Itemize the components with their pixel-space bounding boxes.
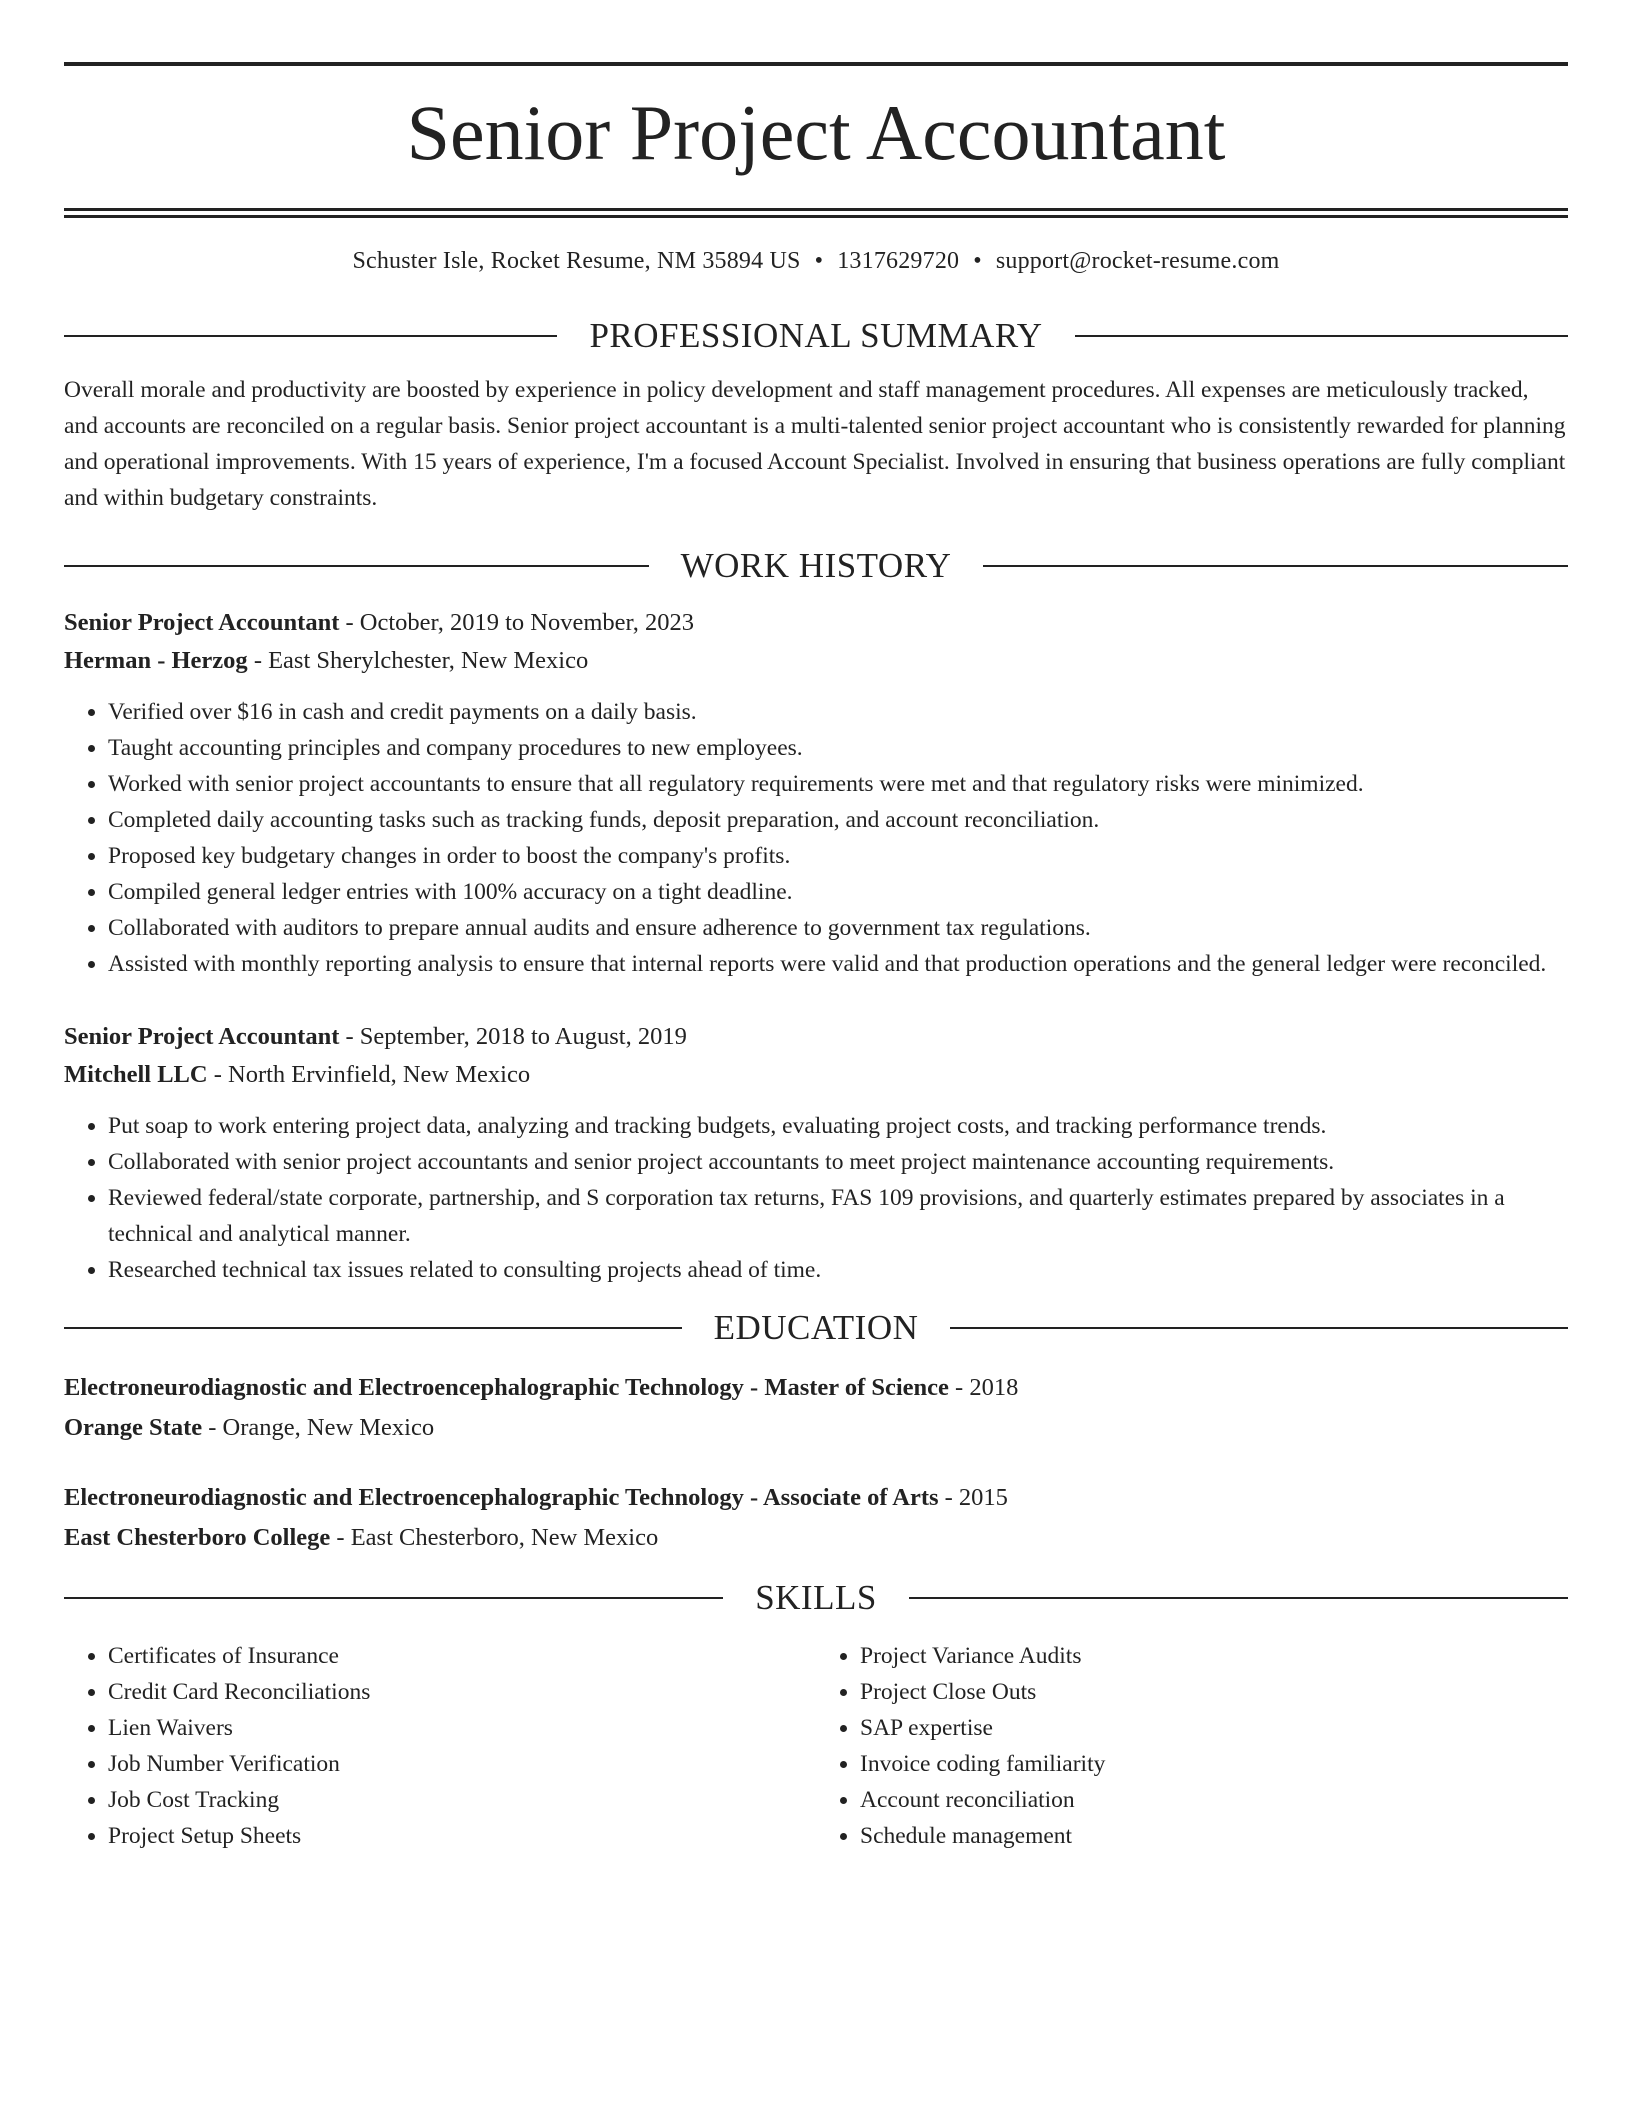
- contact-separator: •: [814, 248, 824, 274]
- job-dates: - October, 2019 to November, 2023: [339, 609, 694, 636]
- divider: [1075, 335, 1568, 337]
- section-title: SKILLS: [755, 1578, 877, 1617]
- school-line: [64, 1408, 1568, 1448]
- summary-text: Overall morale and productivity are boosted by experience in policy development and staff management procedures. All expenses are meticulously tracked, and accounts are reconciled on a regular basis. Senior project accountant is a multi-talented senior project accountant who is consistently rewarded for planning and operational improvements. With 15 years of experience, I'm a focused Account Specialist. Involved in ensuring that business operations are fully compliant and within budgetary constraints.: [64, 377, 1566, 511]
- list-item: • Proposed key budgetary changes in order to boost the company's profits.: [108, 838, 1568, 874]
- skill-item: • Certificates of Insurance: [108, 1638, 816, 1674]
- contact-address: Schuster Isle, Rocket Resume, NM 35894 US: [352, 248, 801, 274]
- job-entry: [64, 604, 1568, 982]
- list-item: • Researched technical tax issues related to consulting projects ahead of time.: [108, 1252, 1568, 1288]
- double-rule: [64, 208, 1568, 218]
- degree: Electroneurodiagnostic and Electroencephalographic Technology - Master of Science: [64, 1374, 949, 1401]
- divider: [950, 1327, 1568, 1329]
- skill-item: • SAP expertise: [860, 1710, 1568, 1746]
- list-item: • Completed daily accounting tasks such as tracking funds, deposit preparation, and account reconciliation.: [108, 802, 1568, 838]
- degree-year: - 2015: [938, 1484, 1008, 1511]
- list-item: • Reviewed federal/state corporate, partnership, and S corporation tax returns, FAS 109 provisions, and quarterly estimates prepared by associates in a technical and analytical manner.: [108, 1180, 1568, 1252]
- job-title-line: [64, 604, 1568, 642]
- contact-line: [64, 248, 1568, 278]
- skill-item: • Project Variance Audits: [860, 1638, 1568, 1674]
- job-title: Senior Project Accountant: [64, 1023, 340, 1050]
- section-title: EDUCATION: [713, 1308, 919, 1347]
- degree-year: - 2018: [948, 1374, 1019, 1401]
- list-item: • Worked with senior project accountants to ensure that all regulatory requirements were met and that regulatory risks were minimized.: [108, 766, 1568, 802]
- list-item: • Verified over $16 in cash and credit payments on a daily basis.: [108, 694, 1568, 730]
- job-company: Mitchell LLC: [64, 1061, 208, 1088]
- job-company: Herman - Herzog: [64, 647, 248, 674]
- section-header-education: [64, 1308, 1568, 1348]
- divider: [909, 1597, 1568, 1599]
- skill-item: • Credit Card Reconciliations: [108, 1674, 816, 1710]
- list-item: • Compiled general ledger entries with 100% accuracy on a tight deadline.: [108, 874, 1568, 910]
- job-title: Senior Project Accountant: [64, 609, 340, 636]
- list-item: • Assisted with monthly reporting analysis to ensure that internal reports were valid and that production operations and the general ledger were reconciled.: [108, 946, 1568, 982]
- education-entry: [64, 1478, 1568, 1558]
- school-location: - East Chesterboro, New Mexico: [330, 1524, 659, 1551]
- job-title-line: [64, 1018, 1568, 1056]
- job-location: - East Sherylchester, New Mexico: [247, 647, 589, 674]
- job-entry: [64, 1018, 1568, 1288]
- education-entry: [64, 1368, 1568, 1448]
- divider: [64, 1327, 682, 1329]
- school: East Chesterboro College: [64, 1524, 331, 1551]
- skill-item: • Project Close Outs: [860, 1674, 1568, 1710]
- section-header-work: [64, 546, 1568, 586]
- skill-item: • Lien Waivers: [108, 1710, 816, 1746]
- skill-item: • Schedule management: [860, 1818, 1568, 1854]
- job-company-line: [64, 1056, 1568, 1094]
- degree-line: [64, 1478, 1568, 1518]
- resume-page: [64, 62, 1568, 1854]
- top-rule: [64, 62, 1568, 66]
- resume-title: Senior Project Accountant: [406, 89, 1226, 176]
- degree-line: [64, 1368, 1568, 1408]
- school: Orange State: [64, 1414, 203, 1441]
- job-bullets: [64, 1108, 1568, 1288]
- job-dates: - September, 2018 to August, 2019: [339, 1023, 687, 1050]
- skill-item: • Invoice coding familiarity: [860, 1746, 1568, 1782]
- contact-phone: 1317629720: [837, 248, 960, 274]
- school-line: [64, 1518, 1568, 1558]
- skills-columns: [64, 1638, 1568, 1854]
- divider: [64, 1597, 723, 1599]
- skill-item: • Project Setup Sheets: [108, 1818, 816, 1854]
- divider: [983, 565, 1568, 567]
- job-company-line: [64, 642, 1568, 680]
- skill-item: • Job Number Verification: [108, 1746, 816, 1782]
- list-item: • Collaborated with auditors to prepare annual audits and ensure adherence to government tax regulations.: [108, 910, 1568, 946]
- contact-email[interactable]: support@rocket-resume.com: [995, 248, 1280, 274]
- list-item: • Taught accounting principles and company procedures to new employees.: [108, 730, 1568, 766]
- divider: [64, 565, 649, 567]
- job-bullets: [64, 694, 1568, 982]
- divider: [64, 335, 557, 337]
- school-location: - Orange, New Mexico: [202, 1414, 435, 1441]
- skills-list-left: [64, 1638, 816, 1854]
- section-header-summary: [64, 316, 1568, 356]
- job-location: - North Ervinfield, New Mexico: [207, 1061, 531, 1088]
- list-item: • Collaborated with senior project accountants and senior project accountants to meet project maintenance accounting requirements.: [108, 1144, 1568, 1180]
- skill-item: • Account reconciliation: [860, 1782, 1568, 1818]
- skills-list-right: [816, 1638, 1568, 1854]
- degree: Electroneurodiagnostic and Electroencephalographic Technology - Associate of Arts: [64, 1484, 939, 1511]
- list-item: • Put soap to work entering project data, analyzing and tracking budgets, evaluating project costs, and tracking performance trends.: [108, 1108, 1568, 1144]
- section-header-skills: [64, 1578, 1568, 1618]
- section-title: PROFESSIONAL SUMMARY: [589, 316, 1043, 355]
- contact-separator: •: [973, 248, 982, 274]
- skill-item: • Job Cost Tracking: [108, 1782, 816, 1818]
- section-title: WORK HISTORY: [680, 546, 952, 585]
